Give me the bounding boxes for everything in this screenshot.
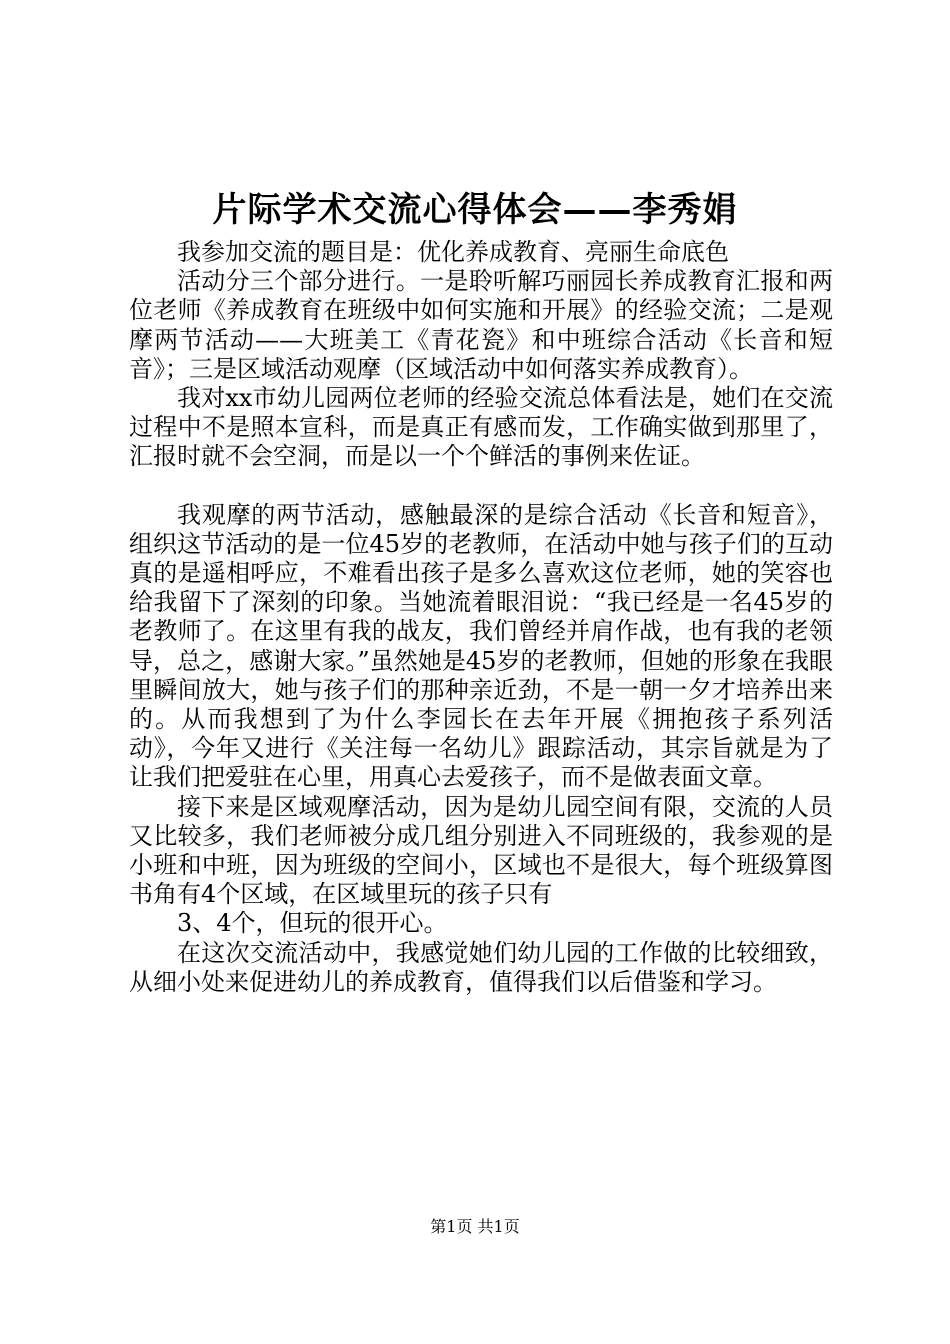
paragraph-area-observation-continued: 3、4个，但玩的很开心。 [177,909,448,938]
paragraph-observed-activities: 我观摩的两节活动，感触最深的是综合活动《长音和短音》，组织这节活动的是一位45岁的老教师，在活动中她与孩子们的互动真的是遥相呼应，不难看出孩子是多么喜欢这位老师，她的笑容也给我留下了深刻的印象。当她流着眼泪说：“我已经是一名45岁的老教师了。在这里有我的战友，我们曾经并肩作战，也有我的老领导，总之，感谢大家。”虽然她是45岁的老教师，但她的形象在我眼里瞬间放大，她与孩子们的那种亲近劲，不是一朝一夕才培养出来的。从而我想到了为什么李园长在去年开展《拥抱孩子系列活动》，今年又进行《关注每一名幼儿》跟踪活动，其宗旨就是为了让我们把爱驻在心里，用真心去爱孩子，而不是做表面文章。 [129,500,833,792]
page-footer: 第1页 共1页 [430,1217,520,1236]
paragraph-area-observation: 接下来是区域观摩活动，因为是幼儿园空间有限，交流的人员又比较多，我们老师被分成几组分别进入不同班级的，我参观的是小班和中班，因为班级的空间小，区域也不是很大，每个班级算图书角有4个区域，在区域里玩的孩子只有 [129,792,833,909]
paragraph-activity-parts: 活动分三个部分进行。一是聆听解巧丽园长养成教育汇报和两位老师《养成教育在班级中如何实施和开展》的经验交流；二是观摩两节活动——大班美工《青花瓷》和中班综合活动《长音和短音》；三是区域活动观摩（区域活动中如何落实养成教育）。 [129,267,833,383]
document-title: 片际学术交流心得体会——李秀娟 [212,190,738,230]
paragraph-conclusion: 在这次交流活动中，我感觉她们幼儿园的工作做的比较细致，从细小处来促进幼儿的养成教育，值得我们以后借鉴和学习。 [129,938,833,996]
paragraph-experience-exchange: 我对xx市幼儿园两位老师的经验交流总体看法是，她们在交流过程中不是照本宣科，而是真正有感而发，工作确实做到那里了，汇报时就不会空洞，而是以一个个鲜活的事例来佐证。 [129,384,833,471]
document-body [129,238,833,997]
paragraph-topic: 我参加交流的题目是：优化养成教育、亮丽生命底色 [177,238,729,266]
